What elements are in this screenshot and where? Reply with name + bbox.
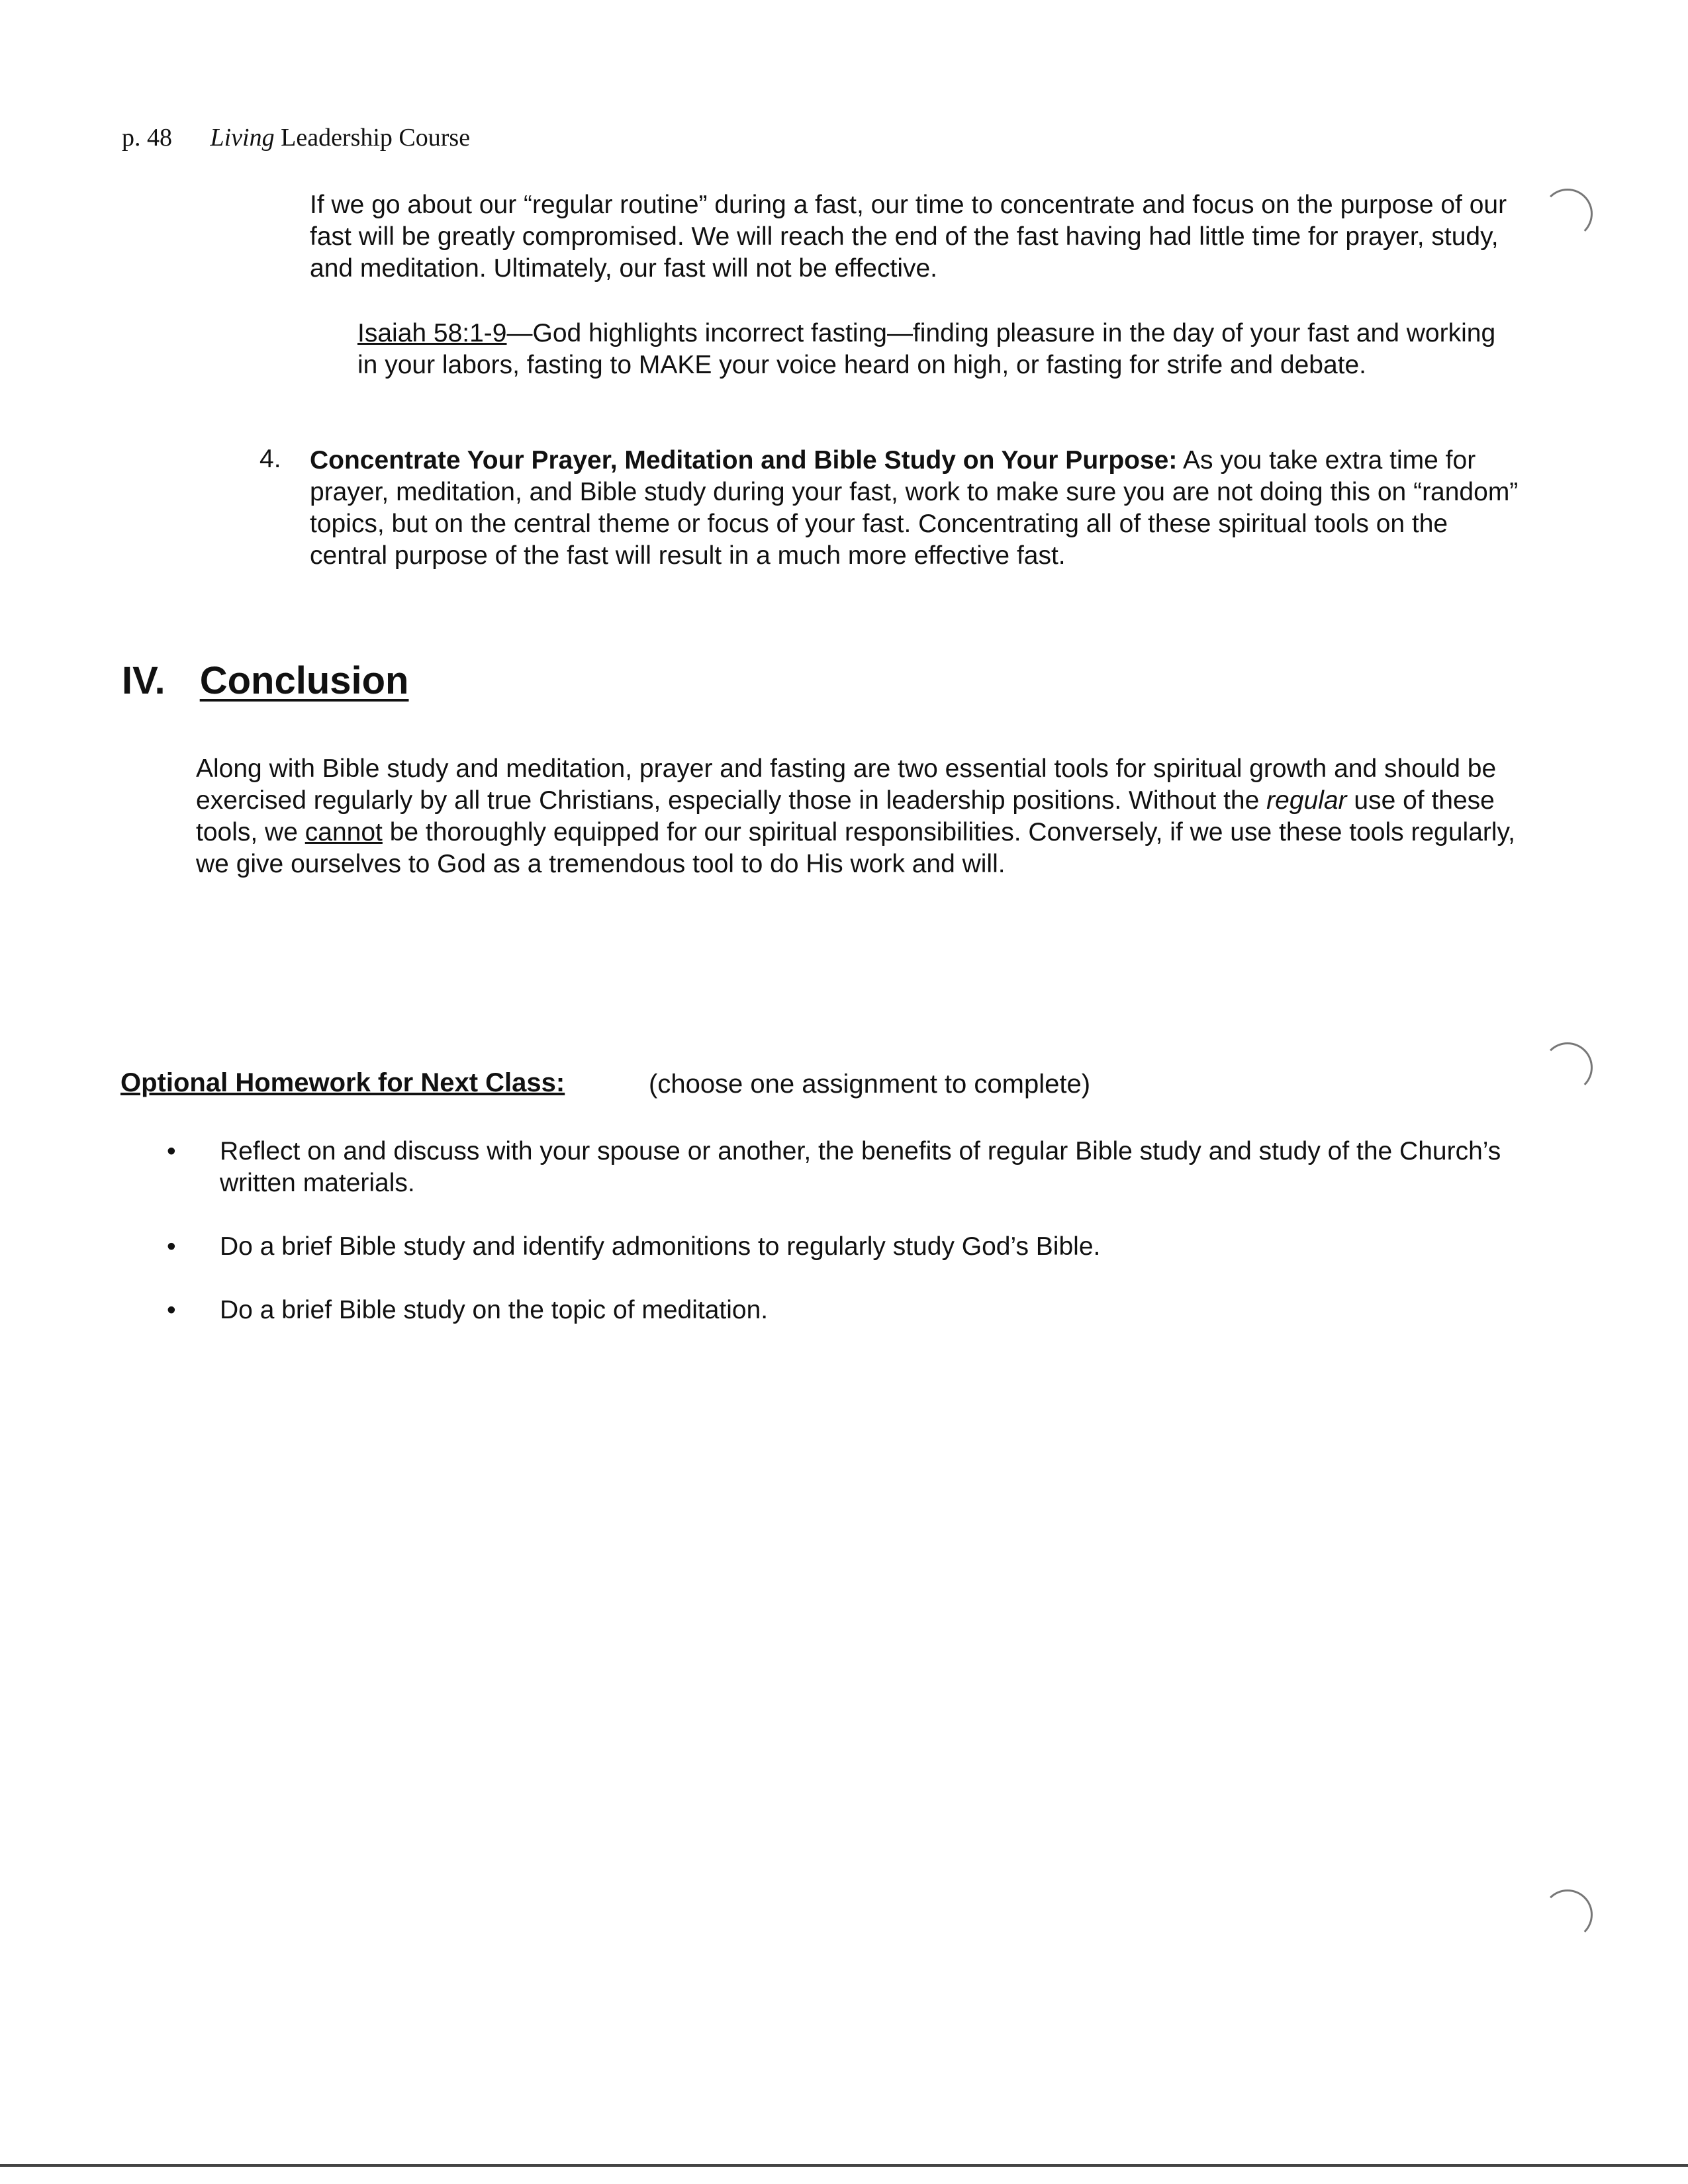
- list-item: [167, 1231, 1530, 1263]
- bullet-icon: •: [167, 1232, 176, 1261]
- item4-text: As you take extra time for prayer, meditation, and Bible study during your fast, work to make sure you are not doing this on “random” topics, but on the central theme or focus of your fast. Concentrating all of these spiritual tools on the central purpose of the fast will result in a much more effective fast.: [310, 446, 1519, 570]
- bullet-icon: •: [167, 1296, 176, 1324]
- list-item: [167, 1136, 1530, 1199]
- item4-title: Concentrate Your Prayer, Meditation and Bible Study on Your Purpose:: [310, 446, 1178, 475]
- page-header: [122, 123, 470, 152]
- homework-note: (choose one assignment to complete): [649, 1069, 1091, 1099]
- section-title: Conclusion: [199, 659, 409, 702]
- list-item-text: Do a brief Bible study on the topic of meditation.: [220, 1296, 769, 1324]
- conclusion-text-3: be thoroughly equipped for our spiritual responsibilities. Conversely, if we use these tools regularly, we give ourselves to God as a tremendous tool to do His work and will.: [196, 818, 1515, 878]
- item-number: 4.: [259, 445, 281, 473]
- conclusion-paragraph: [196, 753, 1526, 880]
- page-number: p. 48: [122, 124, 172, 152]
- binder-hole-mark: [1542, 1889, 1593, 1940]
- scripture-reference: Isaiah 58:1-9: [357, 319, 507, 347]
- conclusion-underlined: cannot: [305, 818, 383, 846]
- isaiah-paragraph: [357, 318, 1523, 381]
- course-title: Leadership Course: [281, 124, 471, 152]
- conclusion-text-1: Along with Bible study and meditation, prayer and fasting are two essential tools for spiritual growth and should be exercised regularly by all true Christians, especially those in leadership positions. Without the: [196, 754, 1497, 815]
- bottom-edge-line: [0, 2164, 1688, 2167]
- conclusion-text-2: use of these tools, we: [196, 786, 1495, 846]
- list-item-text: Reflect on and discuss with your spouse or another, the benefits of regular Bible study and study of the Church’s written materials.: [220, 1137, 1501, 1197]
- item4-paragraph: [310, 445, 1528, 572]
- routine-paragraph: If we go about our “regular routine” during a fast, our time to concentrate and focus on the purpose of our fast will be greatly compromised. We will reach the end of the fast having had little time for prayer, study, and meditation. Ultimately, our fast will not be effective.: [310, 191, 1507, 283]
- homework-label: Optional Homework for Next Class:: [120, 1068, 565, 1097]
- section-heading: [122, 659, 409, 703]
- course-title-italic: Living: [210, 124, 275, 152]
- conclusion-italic: regular: [1266, 786, 1347, 815]
- section-numeral: IV.: [122, 659, 165, 702]
- isaiah-text: —God highlights incorrect fasting—finding pleasure in the day of your fast and working in your labors, fasting to MAKE your voice heard on high, or fasting for strife and debate.: [357, 319, 1496, 379]
- binder-hole-mark: [1542, 1042, 1593, 1093]
- list-item-text: Do a brief Bible study and identify admonitions to regularly study God’s Bible.: [220, 1232, 1101, 1261]
- bullet-icon: •: [167, 1137, 176, 1165]
- list-item: [167, 1295, 1530, 1326]
- binder-hole-mark: [1542, 189, 1593, 239]
